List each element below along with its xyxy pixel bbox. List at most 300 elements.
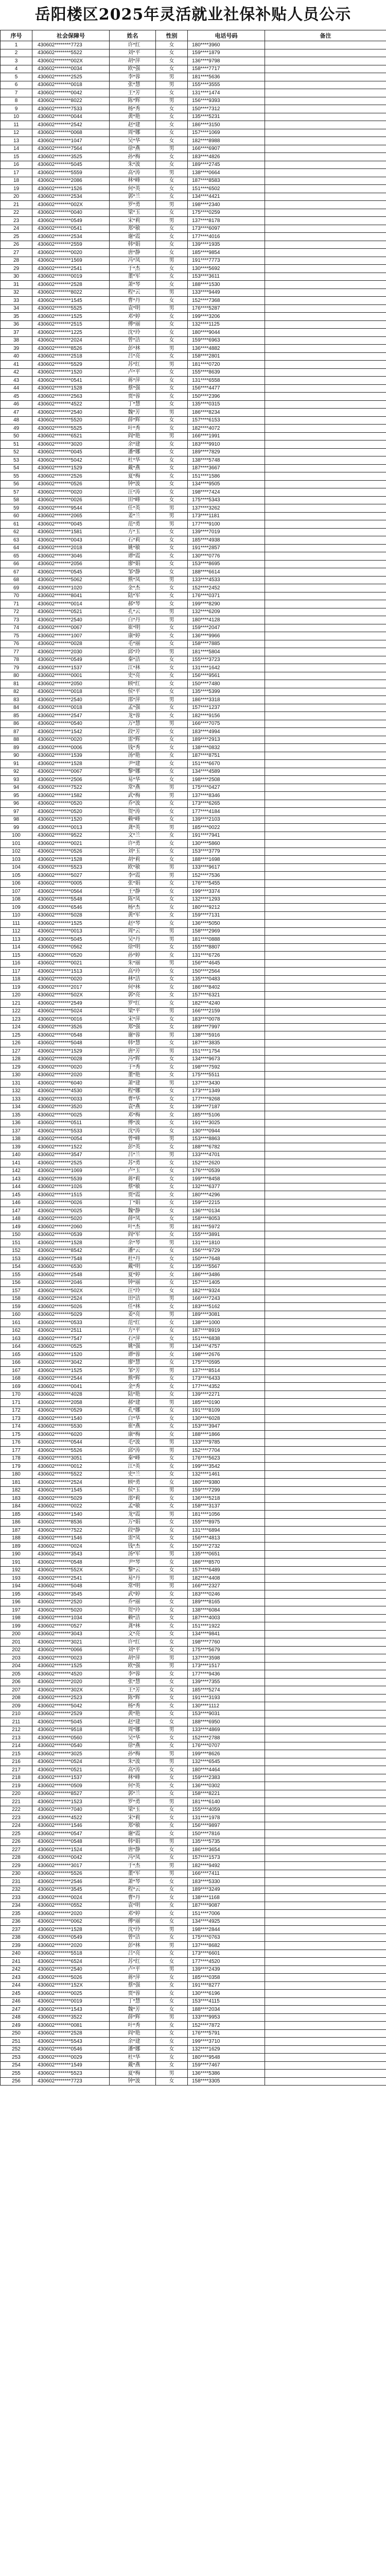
cell-phone: 189****8165 bbox=[188, 1598, 265, 1606]
cell-remark bbox=[265, 1742, 386, 1750]
cell-index: 10 bbox=[1, 113, 32, 121]
cell-phone: 166****2327 bbox=[188, 1582, 265, 1590]
cell-name: 康*婷 bbox=[110, 632, 156, 640]
cell-phone: 158****3137 bbox=[188, 1502, 265, 1511]
cell-gender: 女 bbox=[156, 888, 188, 896]
cell-ssn: 430602********3547 bbox=[32, 1151, 110, 1159]
cell-remark bbox=[265, 1798, 386, 1806]
cell-phone: 138****6084 bbox=[188, 1606, 265, 1615]
cell-gender: 男 bbox=[156, 145, 188, 153]
cell-gender: 女 bbox=[156, 161, 188, 169]
cell-name: 田*峰 bbox=[110, 496, 156, 504]
cell-index: 170 bbox=[1, 1391, 32, 1399]
cell-gender: 女 bbox=[156, 225, 188, 233]
cell-phone: 153****8695 bbox=[188, 560, 265, 568]
cell-phone: 183****0078 bbox=[188, 1015, 265, 1024]
cell-remark bbox=[265, 233, 386, 241]
cell-index: 209 bbox=[1, 1702, 32, 1710]
table-row bbox=[1, 488, 386, 497]
cell-gender: 女 bbox=[156, 1846, 188, 1854]
cell-ssn: 430602********6524 bbox=[32, 1958, 110, 1966]
cell-gender: 女 bbox=[156, 1678, 188, 1686]
cell-phone: 185****0022 bbox=[188, 824, 265, 832]
cell-phone: 177****4520 bbox=[188, 1958, 265, 1966]
table-row bbox=[1, 1511, 386, 1519]
cell-phone: 136****0134 bbox=[188, 1207, 265, 1215]
cell-remark bbox=[265, 1343, 386, 1351]
cell-remark bbox=[265, 768, 386, 776]
cell-phone: 173****6265 bbox=[188, 800, 265, 808]
cell-name: 龙*蓉 bbox=[110, 712, 156, 720]
cell-phone: 181****5804 bbox=[188, 648, 265, 656]
cell-gender: 女 bbox=[156, 57, 188, 65]
cell-gender: 女 bbox=[156, 1614, 188, 1622]
cell-remark bbox=[265, 824, 386, 832]
table-row bbox=[1, 105, 386, 113]
cell-name: 武*梅 bbox=[110, 792, 156, 800]
cell-phone: 139****7355 bbox=[188, 1678, 265, 1686]
cell-phone: 152****2620 bbox=[188, 1159, 265, 1167]
table-row bbox=[1, 672, 386, 680]
cell-ssn: 430602********5045 bbox=[32, 936, 110, 944]
table-row bbox=[1, 1479, 386, 1487]
cell-gender: 女 bbox=[156, 297, 188, 305]
cell-ssn: 430602********0081 bbox=[32, 2022, 110, 2030]
cell-remark bbox=[265, 568, 386, 577]
cell-remark bbox=[265, 1191, 386, 1199]
table-row bbox=[1, 432, 386, 440]
cell-ssn: 430602********3017 bbox=[32, 1862, 110, 1870]
cell-index: 112 bbox=[1, 927, 32, 936]
cell-remark bbox=[265, 2070, 386, 2078]
cell-remark bbox=[265, 1990, 386, 1998]
cell-remark bbox=[265, 289, 386, 297]
cell-index: 35 bbox=[1, 313, 32, 321]
cell-name: 邱*玲 bbox=[110, 648, 156, 656]
table-row bbox=[1, 1023, 386, 1031]
cell-ssn: 430602********5042 bbox=[32, 1702, 110, 1710]
cell-ssn: 430602********2534 bbox=[32, 233, 110, 241]
cell-index: 39 bbox=[1, 345, 32, 353]
cell-ssn: 430602********5026 bbox=[32, 1974, 110, 1982]
cell-index: 117 bbox=[1, 968, 32, 976]
cell-name: 余*建 bbox=[110, 440, 156, 449]
cell-phone: 151****1922 bbox=[188, 1622, 265, 1631]
cell-phone: 198****2340 bbox=[188, 201, 265, 209]
cell-ssn: 430602********0043 bbox=[32, 536, 110, 545]
cell-name: 常*燕 bbox=[110, 784, 156, 792]
cell-phone: 175****0595 bbox=[188, 1359, 265, 1367]
cell-index: 78 bbox=[1, 656, 32, 664]
cell-index: 131 bbox=[1, 1079, 32, 1088]
cell-ssn: 430602********5029 bbox=[32, 1495, 110, 1503]
table-row bbox=[1, 1574, 386, 1583]
cell-ssn: 430602********0541 bbox=[32, 225, 110, 233]
cell-remark bbox=[265, 1255, 386, 1263]
cell-gender: 女 bbox=[156, 560, 188, 568]
cell-gender: 女 bbox=[156, 209, 188, 217]
cell-remark bbox=[265, 959, 386, 968]
cell-ssn: 430602********5026 bbox=[32, 1303, 110, 1311]
cell-remark bbox=[265, 472, 386, 481]
cell-index: 134 bbox=[1, 1103, 32, 1111]
cell-gender: 女 bbox=[156, 320, 188, 329]
cell-index: 87 bbox=[1, 728, 32, 736]
cell-phone: 182****9492 bbox=[188, 1862, 265, 1870]
cell-index: 32 bbox=[1, 289, 32, 297]
cell-gender: 女 bbox=[156, 368, 188, 377]
cell-remark bbox=[265, 512, 386, 520]
cell-name: 阎*艳 bbox=[110, 432, 156, 440]
cell-gender: 女 bbox=[156, 1854, 188, 1862]
cell-ssn: 430602********0526 bbox=[32, 480, 110, 488]
cell-ssn: 430602********0019 bbox=[32, 1997, 110, 2006]
cell-remark bbox=[265, 425, 386, 433]
cell-index: 154 bbox=[1, 1263, 32, 1271]
cell-ssn: 430602********0024 bbox=[32, 1894, 110, 1902]
cell-ssn: 430602********1539 bbox=[32, 752, 110, 760]
cell-ssn: 430602********0020 bbox=[32, 975, 110, 984]
cell-name: 万*娟 bbox=[110, 1518, 156, 1527]
cell-index: 206 bbox=[1, 1678, 32, 1686]
cell-remark bbox=[265, 1910, 386, 1918]
table-row bbox=[1, 336, 386, 345]
cell-ssn: 430602********3046 bbox=[32, 552, 110, 561]
table-row bbox=[1, 1415, 386, 1423]
cell-ssn: 430602********3545 bbox=[32, 1590, 110, 1599]
cell-phone: 182****8988 bbox=[188, 137, 265, 145]
cell-index: 194 bbox=[1, 1582, 32, 1590]
cell-remark bbox=[265, 872, 386, 880]
cell-ssn: 430602********2525 bbox=[32, 1159, 110, 1167]
cell-phone: 175****5343 bbox=[188, 496, 265, 504]
cell-remark bbox=[265, 257, 386, 265]
cell-gender: 女 bbox=[156, 488, 188, 497]
cell-remark bbox=[265, 1846, 386, 1854]
cell-remark bbox=[265, 1327, 386, 1335]
cell-index: 73 bbox=[1, 616, 32, 624]
cell-phone: 187****8583 bbox=[188, 177, 265, 185]
cell-remark bbox=[265, 1574, 386, 1583]
cell-index: 158 bbox=[1, 1295, 32, 1303]
table-row bbox=[1, 257, 386, 265]
cell-phone: 130****6028 bbox=[188, 1415, 265, 1423]
cell-phone: 131****6558 bbox=[188, 377, 265, 385]
table-row bbox=[1, 800, 386, 808]
cell-index: 221 bbox=[1, 1798, 32, 1806]
cell-name: 潘*娜 bbox=[110, 448, 156, 456]
cell-name: 钟*波 bbox=[110, 480, 156, 488]
cell-phone: 185****9854 bbox=[188, 249, 265, 257]
cell-name: 罗*勇 bbox=[110, 1798, 156, 1806]
cell-phone: 198****7592 bbox=[188, 1063, 265, 1072]
table-row bbox=[1, 1119, 386, 1127]
col-header-index: 序号 bbox=[1, 30, 32, 41]
cell-name: 谢*霞 bbox=[110, 1830, 156, 1838]
table-row bbox=[1, 2045, 386, 2054]
cell-ssn: 430602********0029 bbox=[32, 2054, 110, 2062]
cell-remark bbox=[265, 249, 386, 257]
table-row bbox=[1, 456, 386, 465]
cell-ssn: 430602********5526 bbox=[32, 1447, 110, 1455]
cell-index: 105 bbox=[1, 872, 32, 880]
cell-gender: 女 bbox=[156, 1375, 188, 1383]
cell-gender: 女 bbox=[156, 273, 188, 281]
table-row bbox=[1, 968, 386, 976]
cell-gender: 女 bbox=[156, 1039, 188, 1047]
cell-index: 148 bbox=[1, 1215, 32, 1223]
table-row bbox=[1, 872, 386, 880]
cell-name: 薛*凤 bbox=[110, 1215, 156, 1223]
cell-gender: 女 bbox=[156, 1950, 188, 1958]
cell-remark bbox=[265, 1351, 386, 1359]
cell-index: 191 bbox=[1, 1558, 32, 1567]
cell-remark bbox=[265, 1646, 386, 1654]
cell-index: 165 bbox=[1, 1351, 32, 1359]
cell-phone: 136****9798 bbox=[188, 57, 265, 65]
cell-name: 方*玉 bbox=[110, 528, 156, 536]
cell-name: 刘*平 bbox=[110, 49, 156, 57]
table-row bbox=[1, 289, 386, 297]
cell-ssn: 430602********2020 bbox=[32, 1942, 110, 1950]
cell-index: 100 bbox=[1, 832, 32, 840]
cell-remark bbox=[265, 265, 386, 273]
cell-name: 陈*辉 bbox=[110, 1694, 156, 1702]
cell-remark bbox=[265, 528, 386, 536]
cell-gender: 女 bbox=[156, 89, 188, 97]
cell-name: 郭*亮 bbox=[110, 991, 156, 999]
cell-index: 45 bbox=[1, 393, 32, 401]
cell-phone: 133****9785 bbox=[188, 1438, 265, 1447]
cell-gender: 男 bbox=[156, 1367, 188, 1375]
cell-remark bbox=[265, 1782, 386, 1790]
cell-index: 232 bbox=[1, 1886, 32, 1894]
cell-ssn: 430602********3526 bbox=[32, 1023, 110, 1031]
cell-phone: 138****5748 bbox=[188, 456, 265, 465]
table-row bbox=[1, 1255, 386, 1263]
cell-phone: 151****1754 bbox=[188, 1047, 265, 1056]
table-row bbox=[1, 1343, 386, 1351]
table-row bbox=[1, 1606, 386, 1615]
cell-phone: 191****8109 bbox=[188, 1406, 265, 1415]
cell-ssn: 430602********0529 bbox=[32, 1406, 110, 1415]
cell-ssn: 430602********0005 bbox=[32, 879, 110, 888]
cell-ssn: 430602********1542 bbox=[32, 728, 110, 736]
cell-phone: 152****2452 bbox=[188, 584, 265, 592]
cell-index: 61 bbox=[1, 520, 32, 529]
cell-name: 白*华 bbox=[110, 1415, 156, 1423]
cell-name: 姚*敏 bbox=[110, 544, 156, 552]
cell-remark bbox=[265, 1822, 386, 1830]
cell-name: 雷*辉 bbox=[110, 736, 156, 744]
cell-ssn: 430602********6521 bbox=[32, 432, 110, 440]
cell-gender: 女 bbox=[156, 233, 188, 241]
cell-name: 萧*琴 bbox=[110, 281, 156, 289]
cell-remark bbox=[265, 792, 386, 800]
cell-name: 姚*强 bbox=[110, 1343, 156, 1351]
cell-remark bbox=[265, 616, 386, 624]
cell-phone: 181****1056 bbox=[188, 1511, 265, 1519]
table-row bbox=[1, 1359, 386, 1367]
cell-ssn: 430602********0026 bbox=[32, 1199, 110, 1207]
cell-phone: 185****4938 bbox=[188, 536, 265, 545]
cell-name: 贾*蓉 bbox=[110, 393, 156, 401]
cell-name: 董*军 bbox=[110, 273, 156, 281]
cell-gender: 男 bbox=[156, 1798, 188, 1806]
cell-ssn: 430602********2540 bbox=[32, 696, 110, 704]
cell-phone: 166****7411 bbox=[188, 1870, 265, 1878]
cell-remark bbox=[265, 1406, 386, 1415]
cell-ssn: 430602********2546 bbox=[32, 1878, 110, 1886]
table-row bbox=[1, 2070, 386, 2078]
cell-index: 153 bbox=[1, 1255, 32, 1263]
cell-phone: 188****6614 bbox=[188, 568, 265, 577]
cell-index: 15 bbox=[1, 153, 32, 161]
cell-index: 185 bbox=[1, 1511, 32, 1519]
cell-remark bbox=[265, 1495, 386, 1503]
col-header-name: 姓名 bbox=[110, 30, 156, 41]
cell-index: 223 bbox=[1, 1814, 32, 1822]
cell-remark bbox=[265, 1670, 386, 1679]
cell-name: 杜*华 bbox=[110, 456, 156, 465]
cell-name: 程*云 bbox=[110, 289, 156, 297]
cell-name: 杜*华 bbox=[110, 2054, 156, 2062]
cell-gender: 女 bbox=[156, 911, 188, 920]
cell-phone: 183****9910 bbox=[188, 440, 265, 449]
cell-remark bbox=[265, 1942, 386, 1950]
cell-remark bbox=[265, 169, 386, 177]
table-row bbox=[1, 1638, 386, 1647]
cell-gender: 女 bbox=[156, 1255, 188, 1263]
cell-gender: 女 bbox=[156, 249, 188, 257]
cell-index: 18 bbox=[1, 177, 32, 185]
cell-index: 88 bbox=[1, 736, 32, 744]
cell-phone: 157****1069 bbox=[188, 129, 265, 137]
cell-phone: 139****2103 bbox=[188, 816, 265, 824]
cell-remark bbox=[265, 1702, 386, 1710]
cell-name: 周*娜 bbox=[110, 129, 156, 137]
cell-remark bbox=[265, 879, 386, 888]
cell-ssn: 430602********002X bbox=[32, 201, 110, 209]
cell-remark bbox=[265, 1726, 386, 1734]
cell-index: 50 bbox=[1, 432, 32, 440]
table-row bbox=[1, 121, 386, 129]
cell-name: 侯*平 bbox=[110, 688, 156, 696]
table-row bbox=[1, 1590, 386, 1599]
table-row bbox=[1, 1183, 386, 1191]
cell-ssn: 430602********0018 bbox=[32, 704, 110, 712]
cell-remark bbox=[265, 1870, 386, 1878]
cell-phone: 177****9268 bbox=[188, 1095, 265, 1104]
cell-ssn: 430602********7533 bbox=[32, 105, 110, 113]
cell-name: 方*平 bbox=[110, 1327, 156, 1335]
cell-name: 毛*丽 bbox=[110, 640, 156, 648]
cell-remark bbox=[265, 1758, 386, 1766]
cell-phone: 132****6377 bbox=[188, 1183, 265, 1191]
cell-index: 146 bbox=[1, 1199, 32, 1207]
cell-name: 毛*波 bbox=[110, 1438, 156, 1447]
cell-index: 180 bbox=[1, 1470, 32, 1479]
cell-name: 苏*红 bbox=[110, 1958, 156, 1966]
table-row bbox=[1, 137, 386, 145]
cell-remark bbox=[265, 888, 386, 896]
cell-index: 168 bbox=[1, 1375, 32, 1383]
cell-ssn: 430602********3051 bbox=[32, 1454, 110, 1463]
cell-ssn: 430602********0067 bbox=[32, 624, 110, 632]
cell-remark bbox=[265, 832, 386, 840]
cell-gender: 女 bbox=[156, 1974, 188, 1982]
table-row bbox=[1, 1079, 386, 1088]
table-row bbox=[1, 943, 386, 952]
cell-gender: 女 bbox=[156, 1087, 188, 1095]
table-row bbox=[1, 2013, 386, 2022]
cell-name: 赵*琴 bbox=[110, 920, 156, 928]
cell-gender: 女 bbox=[156, 1247, 188, 1255]
cell-gender: 男 bbox=[156, 616, 188, 624]
cell-index: 239 bbox=[1, 1942, 32, 1950]
cell-index: 124 bbox=[1, 1023, 32, 1031]
cell-remark bbox=[265, 720, 386, 728]
cell-name: 苏*勇 bbox=[110, 1159, 156, 1167]
table-row bbox=[1, 1447, 386, 1455]
cell-index: 199 bbox=[1, 1622, 32, 1631]
cell-remark bbox=[265, 304, 386, 313]
cell-name: 李*霞 bbox=[110, 872, 156, 880]
cell-ssn: 430602********5559 bbox=[32, 169, 110, 177]
cell-ssn: 430602********2523 bbox=[32, 1694, 110, 1702]
table-row bbox=[1, 1279, 386, 1287]
cell-phone: 137****8682 bbox=[188, 1942, 265, 1950]
cell-ssn: 430602********2520 bbox=[32, 1598, 110, 1606]
cell-remark bbox=[265, 1039, 386, 1047]
cell-name: 郑*敏 bbox=[110, 225, 156, 233]
cell-index: 229 bbox=[1, 1862, 32, 1870]
cell-ssn: 430602********9544 bbox=[32, 504, 110, 513]
cell-remark bbox=[265, 73, 386, 81]
cell-index: 6 bbox=[1, 81, 32, 89]
cell-name: 易*丹 bbox=[110, 1574, 156, 1583]
cell-phone: 132****1629 bbox=[188, 2045, 265, 2054]
cell-gender: 男 bbox=[156, 1223, 188, 1231]
cell-phone: 176****5623 bbox=[188, 1454, 265, 1463]
cell-phone: 177****4184 bbox=[188, 808, 265, 816]
cell-remark bbox=[265, 1894, 386, 1902]
cell-name: 陆*艳 bbox=[110, 1391, 156, 1399]
cell-phone: 188****1530 bbox=[188, 281, 265, 289]
cell-gender: 男 bbox=[156, 648, 188, 656]
cell-phone: 153****3611 bbox=[188, 273, 265, 281]
cell-index: 231 bbox=[1, 1878, 32, 1886]
cell-remark bbox=[265, 345, 386, 353]
table-row bbox=[1, 1470, 386, 1479]
cell-phone: 139****2439 bbox=[188, 1965, 265, 1974]
cell-remark bbox=[265, 1502, 386, 1511]
cell-phone: 175****0427 bbox=[188, 784, 265, 792]
cell-ssn: 430602********0545 bbox=[32, 568, 110, 577]
cell-index: 235 bbox=[1, 1910, 32, 1918]
cell-name: 金*杰 bbox=[110, 584, 156, 592]
cell-remark bbox=[265, 145, 386, 153]
cell-name: 吴*华 bbox=[110, 137, 156, 145]
cell-gender: 女 bbox=[156, 1415, 188, 1423]
cell-phone: 173****6601 bbox=[188, 1950, 265, 1958]
cell-ssn: 430602********5048 bbox=[32, 1582, 110, 1590]
table-row bbox=[1, 1543, 386, 1551]
table-row bbox=[1, 1894, 386, 1902]
table-row bbox=[1, 528, 386, 536]
cell-ssn: 430602********9518 bbox=[32, 1726, 110, 1734]
cell-index: 40 bbox=[1, 352, 32, 361]
